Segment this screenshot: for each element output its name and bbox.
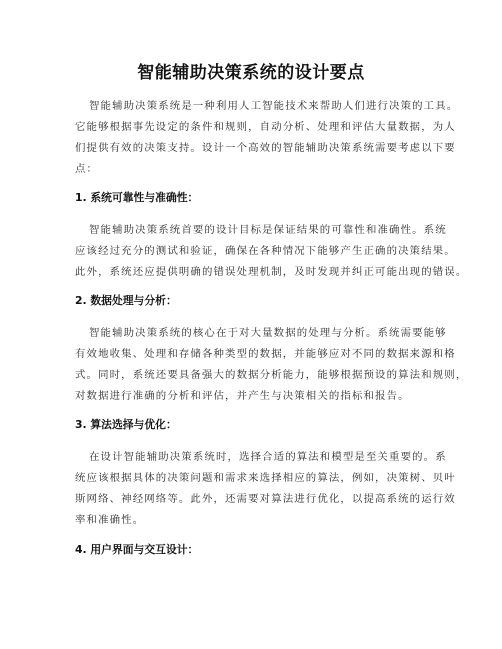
- intro-line-1: 智能辅助决策系统是一种利用人工智能技术来帮助人们进行决策的工具。: [89, 100, 459, 112]
- section-1-line-3: 此外，系统还应提供明确的错误处理机制，及时发现并纠正可能出现的错误。: [75, 266, 468, 278]
- intro-line-4: 点：: [75, 163, 99, 175]
- section-1-heading: 1. 系统可靠性与准确性：: [75, 191, 199, 204]
- section-3-line-3: 斯网络、神经网络等。此外，还需要对算法进行优化，以提高系统的运行效: [75, 493, 456, 505]
- section-3-line-2: 统应该根据具体的决策问题和需求来选择相应的算法，例如，决策树、贝叶: [75, 472, 456, 484]
- intro-line-2: 它能够根据事先设定的条件和规则，自动分析、处理和评估大量数据，为人: [75, 121, 456, 133]
- section-3-line-4: 率和准确性。: [75, 514, 145, 526]
- section-3-heading: 3. 算法选择与优化：: [75, 418, 177, 431]
- section-1-line-1: 智能辅助决策系统首要的设计目标是保证结果的可靠性和准确性。系统: [89, 224, 447, 236]
- section-3-line-1: 在设计智能辅助决策系统时，选择合适的算法和模型是至关重要的。系: [89, 451, 447, 463]
- section-2-line-4: 对数据进行准确的分析和评估，并产生与决策相关的指标和报告。: [75, 390, 410, 402]
- section-2-line-1: 智能辅助决策系统的核心在于对大量数据的处理与分析。系统需要能够: [89, 327, 447, 339]
- section-1-line-2: 应该经过充分的测试和验证，确保在各种情况下能够产生正确的决策结果。: [75, 245, 456, 257]
- document-title: 智能辅助决策系统的设计要点: [137, 63, 365, 83]
- section-4-heading: 4. 用户界面与交互设计：: [75, 543, 199, 556]
- section-2-line-2: 有效地收集、处理和存储各种类型的数据，并能够应对不同的数据来源和格: [75, 348, 456, 360]
- section-2-heading: 2. 数据处理与分析：: [75, 294, 177, 307]
- section-2-line-3: 式。同时，系统还要具备强大的数据分析能力，能够根据预设的算法和规则，: [75, 369, 468, 381]
- intro-line-3: 们提供有效的决策支持。设计一个高效的智能辅助决策系统需要考虑以下要: [75, 142, 456, 154]
